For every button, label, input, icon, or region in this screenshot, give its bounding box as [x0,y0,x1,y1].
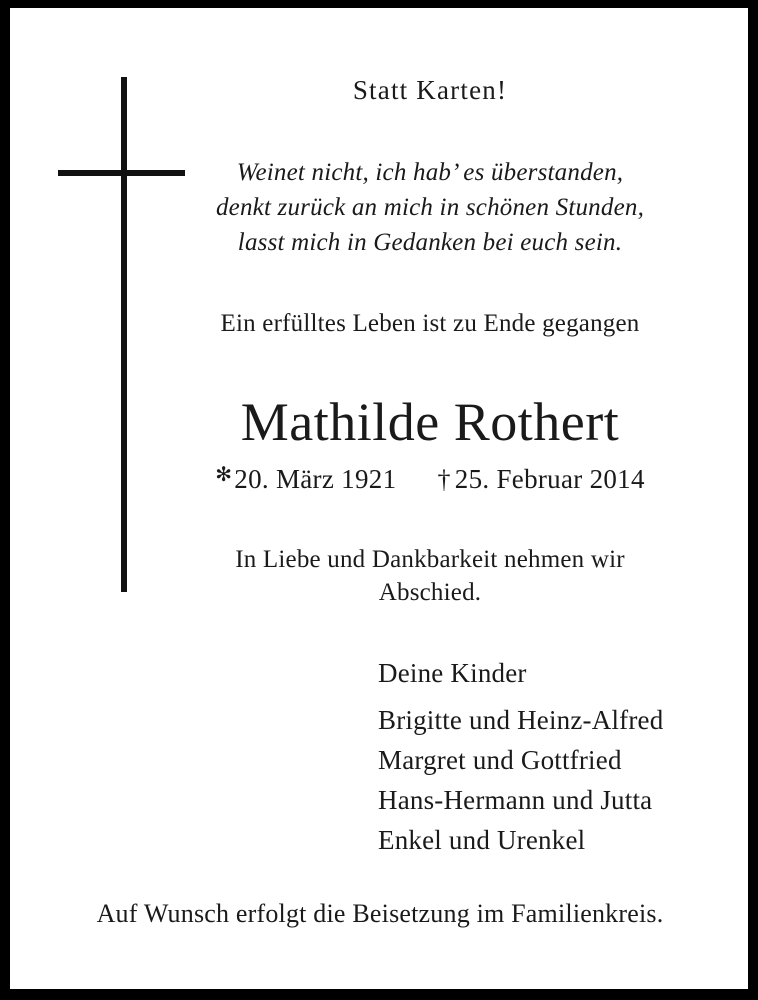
family-entry: Hans-Hermann und Jutta [378,785,653,815]
family-entry: Enkel und Urenkel [378,825,586,855]
farewell-line: Abschied. [378,579,482,606]
lead-line: Ein erfülltes Leben ist zu Ende gegangen [220,310,640,337]
verse-line: lasst mich in Gedanken bei euch sein. [237,229,623,256]
header-statt-karten: Statt Karten! [352,75,508,105]
farewell-message [120,543,740,609]
family-entry: Brigitte und Heinz-Alfred [378,705,664,735]
memorial-verse [130,155,730,260]
birth-date-group [215,464,403,494]
farewell-line: In Liebe und Dankbarkeit nehmen wir [235,546,625,573]
death-date-group [437,464,644,494]
verse-line: denkt zurück an mich in schönen Stunden, [215,194,645,221]
deceased-name: Mathilde Rothert [240,392,620,452]
verse-line: Weinet nicht, ich hab’ es überstanden, [236,159,624,186]
birth-date-text: 20. März 1921 [234,464,397,494]
death-date-text: 25. Februar 2014 [454,464,645,494]
family-entry: Deine Kinder [378,658,527,688]
life-dates [120,463,740,497]
dagger-cross-icon: † [437,465,451,494]
family-signatories [378,653,738,860]
notice-card [10,8,748,989]
birth-star-icon: ✻ [215,464,233,486]
burial-notice: Auf Wunsch erfolgt die Beisetzung im Familienkreis. [96,899,664,928]
family-entry: Margret und Gottfried [378,745,622,775]
